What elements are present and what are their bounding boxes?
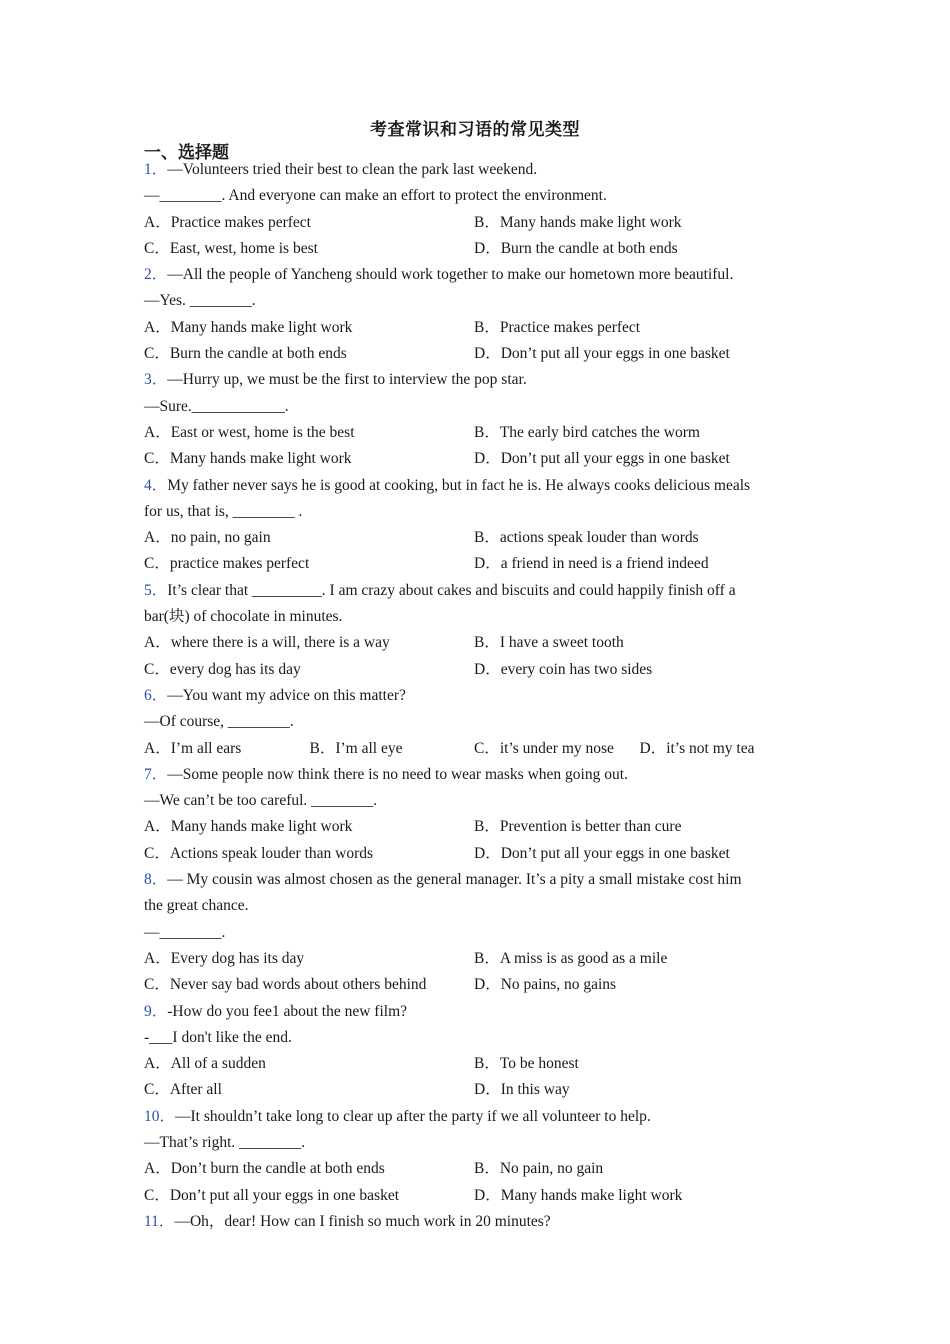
option-a[interactable]: A．Many hands make light work <box>144 818 353 836</box>
question-1 <box>144 157 804 262</box>
option-c[interactable]: C．Many hands make light work <box>144 450 352 468</box>
question-number: 8． <box>144 871 168 889</box>
option-c[interactable]: C．East, west, home is best <box>144 239 318 257</box>
question-stem: for us, that is, ________ . <box>144 502 303 520</box>
question-stem: 8．— My cousin was almost chosen as the general manager. It’s a pity a small mistake cost him <box>144 871 742 889</box>
question-number: 9． <box>144 1002 168 1020</box>
option-b[interactable]: B．A miss is as good as a mile <box>474 949 668 967</box>
option-a[interactable]: A．Many hands make light work <box>144 318 353 336</box>
question-number: 6． <box>144 686 168 704</box>
question-number: 11． <box>144 1212 175 1230</box>
question-stem: 2．—All the people of Yancheng should work together to make our hometown more beautiful. <box>144 266 734 284</box>
option-d[interactable]: D．every coin has two sides <box>474 660 653 678</box>
option-d[interactable]: D．In this way <box>474 1081 570 1099</box>
question-4 <box>144 473 804 578</box>
option-d[interactable]: D．Don’t put all your eggs in one basket <box>474 345 730 363</box>
option-b[interactable]: B．Practice makes perfect <box>474 318 641 336</box>
question-10 <box>144 1104 804 1209</box>
option-b[interactable]: B．No pain, no gain <box>474 1160 604 1178</box>
question-number: 5． <box>144 581 168 599</box>
question-11 <box>144 1209 804 1235</box>
question-9 <box>144 999 804 1104</box>
option-c[interactable]: C．practice makes perfect <box>144 555 310 573</box>
option-c[interactable]: C．Burn the candle at both ends <box>144 345 347 363</box>
option-a[interactable]: A．All of a sudden <box>144 1055 266 1073</box>
options-row <box>144 736 804 762</box>
question-stem: 9．-How do you fee1 about the new film? <box>144 1002 408 1020</box>
question-stem: 11．—Oh，dear! How can I finish so much work in 20 minutes? <box>144 1212 551 1230</box>
page-title: 考查常识和习语的常见类型 <box>370 120 580 140</box>
option-a[interactable]: A．East or west, home is the best <box>144 423 355 441</box>
option-b[interactable]: B．I have a sweet tooth <box>474 634 624 652</box>
option-b[interactable]: B．Many hands make light work <box>474 213 682 231</box>
option-c[interactable]: C．it’s under my nose <box>474 739 614 757</box>
question-stem: -___I don't like the end. <box>144 1028 292 1046</box>
question-stem: —Of course, ________. <box>144 713 294 731</box>
option-b[interactable]: B．Prevention is better than cure <box>474 818 682 836</box>
option-c[interactable]: C．every dog has its day <box>144 660 301 678</box>
options-row <box>144 657 804 683</box>
option-c[interactable]: C．Never say bad words about others behind <box>144 976 427 994</box>
option-b[interactable]: B．The early bird catches the worm <box>474 423 700 441</box>
options-row <box>144 1156 804 1182</box>
option-a[interactable]: A．where there is a will, there is a way <box>144 634 390 652</box>
options-row <box>144 315 804 341</box>
question-8 <box>144 867 804 998</box>
option-d[interactable]: D．it’s not my tea <box>639 739 755 757</box>
options-row <box>144 946 804 972</box>
question-stem: 7．—Some people now think there is no need to wear masks when going out. <box>144 765 628 783</box>
options-row <box>144 1051 804 1077</box>
question-number: 3． <box>144 371 168 389</box>
question-7 <box>144 762 804 867</box>
question-5 <box>144 578 804 683</box>
option-d[interactable]: D．Many hands make light work <box>474 1186 683 1204</box>
option-c[interactable]: C．After all <box>144 1081 222 1099</box>
options-row <box>144 814 804 840</box>
options-row <box>144 1183 804 1209</box>
option-d[interactable]: D．No pains, no gains <box>474 976 617 994</box>
options-row <box>144 420 804 446</box>
question-stem: —That’s right. ________. <box>144 1133 306 1151</box>
option-d[interactable]: D．Don’t put all your eggs in one basket <box>474 450 730 468</box>
option-a[interactable]: A．Don’t burn the candle at both ends <box>144 1160 385 1178</box>
question-stem: 6．—You want my advice on this matter? <box>144 686 406 704</box>
section-heading: 一、选择题 <box>144 143 229 163</box>
option-b[interactable]: B．I’m all eye <box>309 739 403 757</box>
question-number: 10． <box>144 1107 176 1125</box>
question-2 <box>144 262 804 367</box>
question-stem: —________. <box>144 923 226 941</box>
option-a[interactable]: A．I’m all ears <box>144 739 242 757</box>
question-stem: 3．—Hurry up, we must be the first to interview the pop star. <box>144 371 527 389</box>
options-row <box>144 1077 804 1103</box>
question-stem: —Yes. ________. <box>144 292 256 310</box>
option-a[interactable]: A．no pain, no gain <box>144 529 271 547</box>
question-stem: 1．—Volunteers tried their best to clean the park last weekend. <box>144 161 538 178</box>
question-3 <box>144 367 804 472</box>
option-b[interactable]: B．actions speak louder than words <box>474 529 699 547</box>
options-row <box>144 972 804 998</box>
question-stem: bar(块) of chocolate in minutes. <box>144 608 343 626</box>
question-number: 7． <box>144 765 168 783</box>
option-a[interactable]: A．Practice makes perfect <box>144 213 311 231</box>
question-stem: 10．—It shouldn’t take long to clear up after the party if we all volunteer to help. <box>144 1107 651 1125</box>
options-row <box>144 841 804 867</box>
option-a[interactable]: A．Every dog has its day <box>144 949 305 967</box>
question-stem: 5．It’s clear that _________. I am crazy about cakes and biscuits and could happily finish off a <box>144 581 736 599</box>
options-row <box>144 446 804 472</box>
options-row <box>144 236 804 262</box>
options-row <box>144 210 804 236</box>
question-stem: —We can’t be too careful. ________. <box>144 792 378 810</box>
option-d[interactable]: D．Don’t put all your eggs in one basket <box>474 844 730 862</box>
question-stem: —________. And everyone can make an effort to protect the environment. <box>144 187 607 205</box>
option-c[interactable]: C．Don’t put all your eggs in one basket <box>144 1186 400 1204</box>
question-stem: —Sure.____________. <box>144 397 289 415</box>
option-d[interactable]: D．a friend in need is a friend indeed <box>474 555 709 573</box>
option-c[interactable]: C．Actions speak louder than words <box>144 844 374 862</box>
question-number: 1． <box>144 161 168 178</box>
option-b[interactable]: B．To be honest <box>474 1055 579 1073</box>
option-d[interactable]: D．Burn the candle at both ends <box>474 239 678 257</box>
question-stem: 4．My father never says he is good at cooking, but in fact he is. He always cooks delicious meals <box>144 476 751 494</box>
options-row <box>144 525 804 551</box>
question-stem: the great chance. <box>144 897 249 915</box>
options-row <box>144 551 804 577</box>
question-number: 2． <box>144 266 168 284</box>
question-6 <box>144 683 804 762</box>
options-row <box>144 341 804 367</box>
options-row <box>144 630 804 656</box>
question-number: 4． <box>144 476 168 494</box>
question-list <box>144 157 804 1235</box>
